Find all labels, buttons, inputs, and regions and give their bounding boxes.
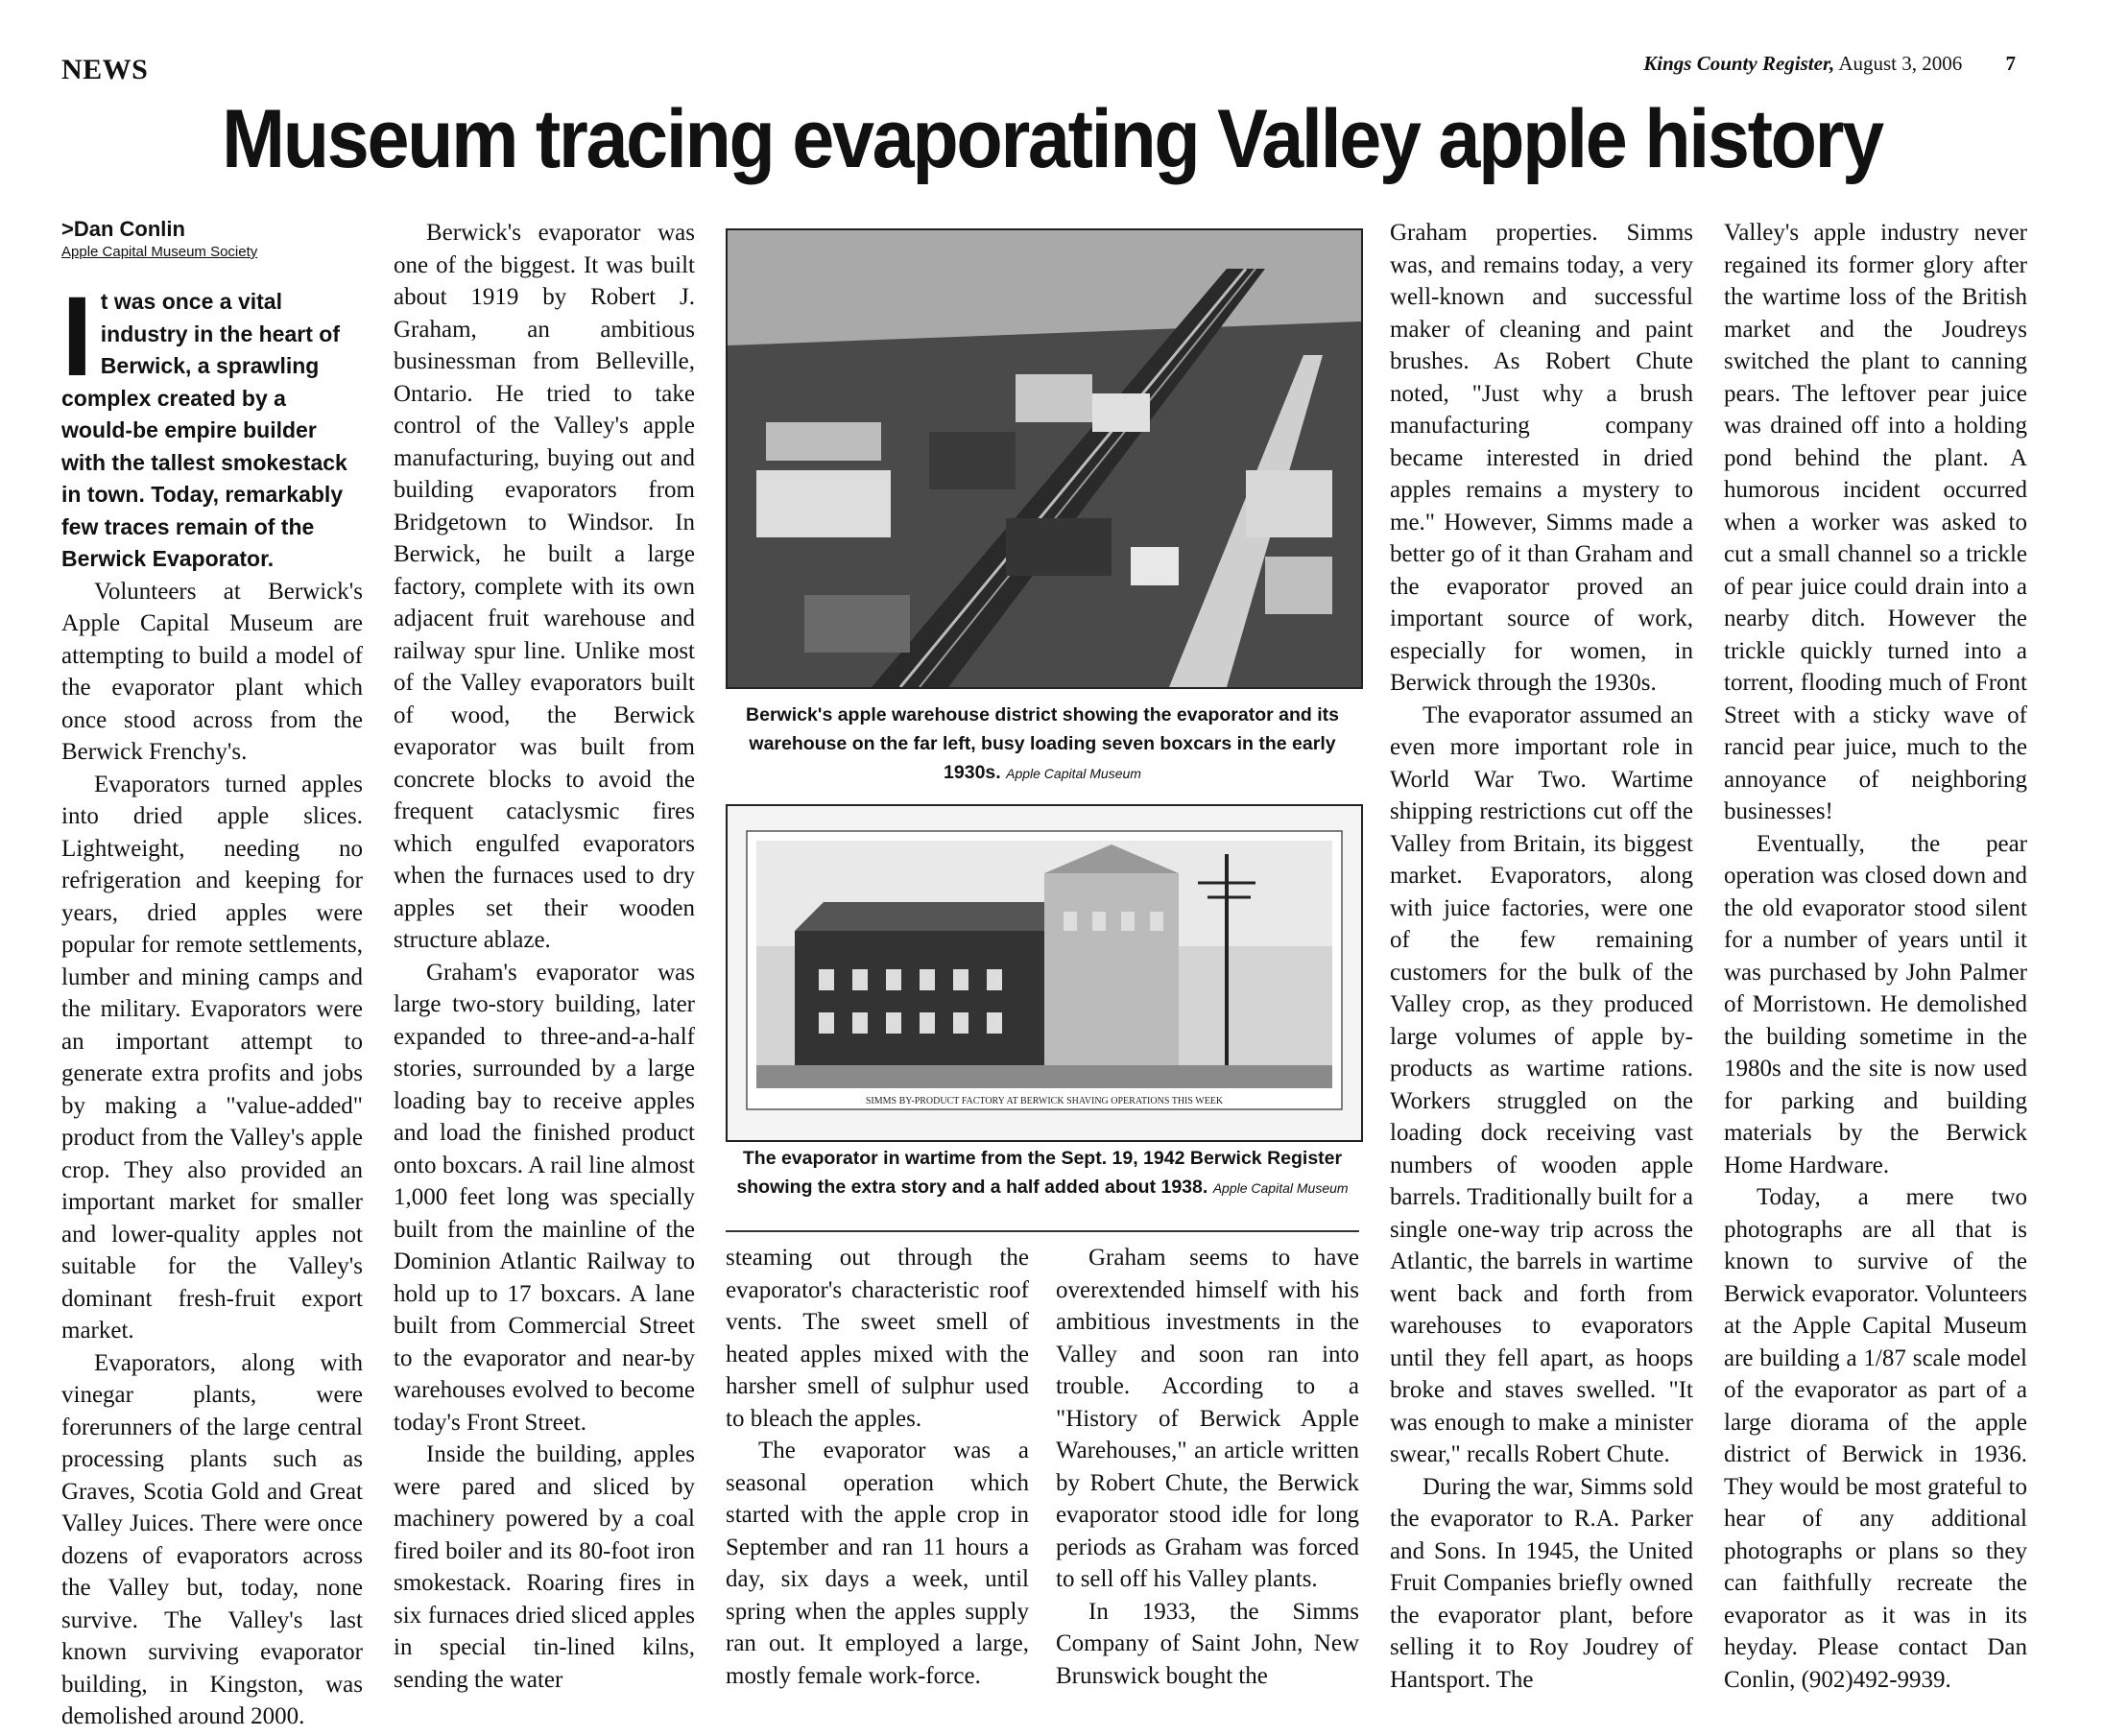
paragraph: Evaporators turned apples into dried apple slices. Lightweight, needing no refrigeration and keeping for years, dried apples were popular for remote settlements, lumber and mining camps and the military. Evaporators were an important attempt to generate extra profits and jobs by making a "value-added" product from the Valley's apple crop. They also provided an important market for smaller and lower-quality apples not suitable for the Valley's dominant fresh-fruit export market. [61,771,363,1344]
aerial-photo [726,228,1363,689]
caption-rule [726,1230,1359,1232]
photo2-caption-text: The evaporator in wartime from the Sept. 19, 1942 Berwick Register showing the extra story and a half added about 1938. [736,1148,1343,1198]
photo1-caption [718,701,1367,788]
photo1-caption-text: Berwick's apple warehouse district showing the evaporator and its warehouse on the far left, busy loading seven boxcars in the early 1930s. [746,704,1339,783]
clipping-label: SIMMS BY-PRODUCT FACTORY AT BERWICK SHAVING OPERATIONS THIS WEEK [865,1096,1224,1106]
page-number: 7 [2005,52,2016,75]
paragraph: Today, a mere two photographs are all that is known to survive of the Berwick evaporator. Volunteers at the Apple Capital Museum are building a 1/87 scale model of the evaporator as part of a large diorama of the apple district of Berwick in 1936. They would be most grateful to hear of any additional photographs or plans so they can faithfully recreate the evaporator as it was in its heyday. Please contact Dan Conlin, (902)492-9939. [1724,1184,2027,1693]
publication-name: Kings County Register, [1643,52,1835,75]
paragraph: The evaporator was a seasonal operation which started with the apple crop in September and ran 11 hours a day, six days a week, until spring when the apples supply ran out. It employed a large, mostly female work-force. [726,1438,1029,1689]
byline-organization: Apple Capital Museum Society [61,244,258,260]
drop-cap: I [61,273,93,400]
photo2-credit: Apple Capital Museum [1212,1180,1349,1196]
paragraph: Volunteers at Berwick's Apple Capital Museum are attempting to build a model of the evaporator plant which once stood across from the Berwick Frenchy's. [61,578,363,765]
publication-date: August 3, 2006 [1838,52,1963,75]
dateline [1643,52,2016,76]
paragraph: Graham seems to have overextended himself with his ambitious investments in the Valley and soon ran into trouble. According to a "History of Berwick Apple Warehouses," an article written by Robert Chute, the Berwick evaporator stood idle for long periods as Graham was forced to sell off his Valley plants. [1056,1245,1359,1592]
column-6 [1724,217,2027,1696]
paragraph: Evaporators, along with vinegar plants, were forerunners of the large central processing plants such as Graves, Scotia Gold and Great Valley Juices. There were once dozens of evaporators across the Valley but, today, none survive. The Valley's last known surviving evaporator building, in Kingston, was demolished around 2000. [61,1349,363,1729]
column-4 [1056,1242,1359,1692]
paragraph: The evaporator assumed an even more important role in World War Two. Wartime shipping restrictions cut off the Valley from Britain, its biggest market. Evaporators, along with juice factories, were one of the few remaining customers for the bulk of the Valley crop, as they produced large volumes of apple by-products as wartime rations. Workers struggled on the loading dock receiving vast numbers of wooden apple barrels. Traditionally built for a single one-way trip across the Atlantic, the barrels in wartime went back and forth from warehouses to evaporators until they fell apart, as hoops broke and staves swelled. "It was enough to make a minister swear," recalls Robert Chute. [1390,702,1693,1467]
lead-paragraph [61,273,363,576]
paragraph: In 1933, the Simms Company of Saint John, New Brunswick bought the [1056,1598,1359,1689]
lead-text: t was once a vital industry in the heart of Berwick, a sprawling complex created by a would-be empire builder with the tallest smokestack in town. Today, remarkably few traces remain of the Berwick Evaporator. [61,289,347,571]
aerial-photo-image [728,230,1361,687]
headline: Museum tracing evaporating Valley apple history [222,93,1882,185]
paragraph: Graham properties. Simms was, and remains today, a very well-known and successful maker of cleaning and paint brushes. As Robert Chute noted, "Just why a brush manufacturing company became interested in dried apples remains a mystery to me." However, Simms made a better go of it than Graham and the evaporator proved an important source of work, especially for women, in Berwick through the 1930s. [1390,220,1693,696]
paragraph: Inside the building, apples were pared and sliced by machinery powered by a coal fired boiler and its 80-foot iron smokestack. Roaring fires in six furnaces dried sliced apples in special tin-lined kilns, sending the water [394,1441,695,1693]
clipping-photo-image [728,806,1361,1140]
clipping-photo [726,804,1363,1142]
paragraph: During the war, Simms sold the evaporator to R.A. Parker and Sons. In 1945, the United Fruit Companies briefly owned the evaporator plant, before selling it to Roy Joudrey of Hantsport. The [1390,1473,1693,1693]
paragraph: Berwick's evaporator was one of the biggest. It was built about 1919 by Robert J. Graham, an ambitious businessman from Belleville, Ontario. He tried to take control of the Valley's apple manufacturing, buying out and building evaporators from Bridgetown to Windsor. In Berwick, he built a large factory, complete with its own adjacent fruit warehouse and railway spur line. Unlike most of the Valley evaporators built of wood, the Berwick evaporator was built from concrete blocks to avoid the frequent cataclysmic fires which engulfed evaporators when the furnaces used to dry apples set their wooden structure ablaze. [394,220,695,953]
paragraph: Valley's apple industry never regained its former glory after the wartime loss of the British market and the Joudreys switched the plant to canning pears. The leftover pear juice was drained off into a holding pond behind the plant. A humorous incident occurred when a worker was asked to cut a small channel so a trickle of pear juice could drain into a nearby ditch. However the trickle quickly turned into a torrent, flooding much of Front Street with a sticky wave of rancid pear juice, much to the annoyance of neighboring businesses! [1724,220,2027,824]
column-3 [726,1242,1029,1692]
column-5 [1390,217,1693,1696]
column-1 [61,217,363,1733]
paragraph: steaming out through the evaporator's characteristic roof vents. The sweet smell of heated apples mixed with the harsher smell of sulphur used to bleach the apples. [726,1245,1029,1432]
byline-name: >Dan Conlin [61,217,185,241]
photo2-caption [718,1144,1367,1202]
paragraph: Graham's evaporator was large two-story building, later expanded to three-and-a-half stories, surrounded by a large loading bay to receive apples and load the finished product onto boxcars. A rail line almost 1,000 feet long was specially built from the mainline of the Dominion Atlantic Railway to hold up to 17 boxcars. A lane built from Commercial Street to the evaporator and near-by warehouses evolved to become today's Front Street. [394,959,695,1436]
section-label: NEWS [61,54,149,85]
paragraph: Eventually, the pear operation was closed down and the old evaporator stood silent for a number of years until it was purchased by John Palmer of Morristown. He demolished the building sometime in the 1980s and the site is now used for parking and building materials by the Berwick Home Hardware. [1724,830,2027,1178]
photo1-credit: Apple Capital Museum [1006,766,1141,781]
column-2 [394,217,695,1696]
